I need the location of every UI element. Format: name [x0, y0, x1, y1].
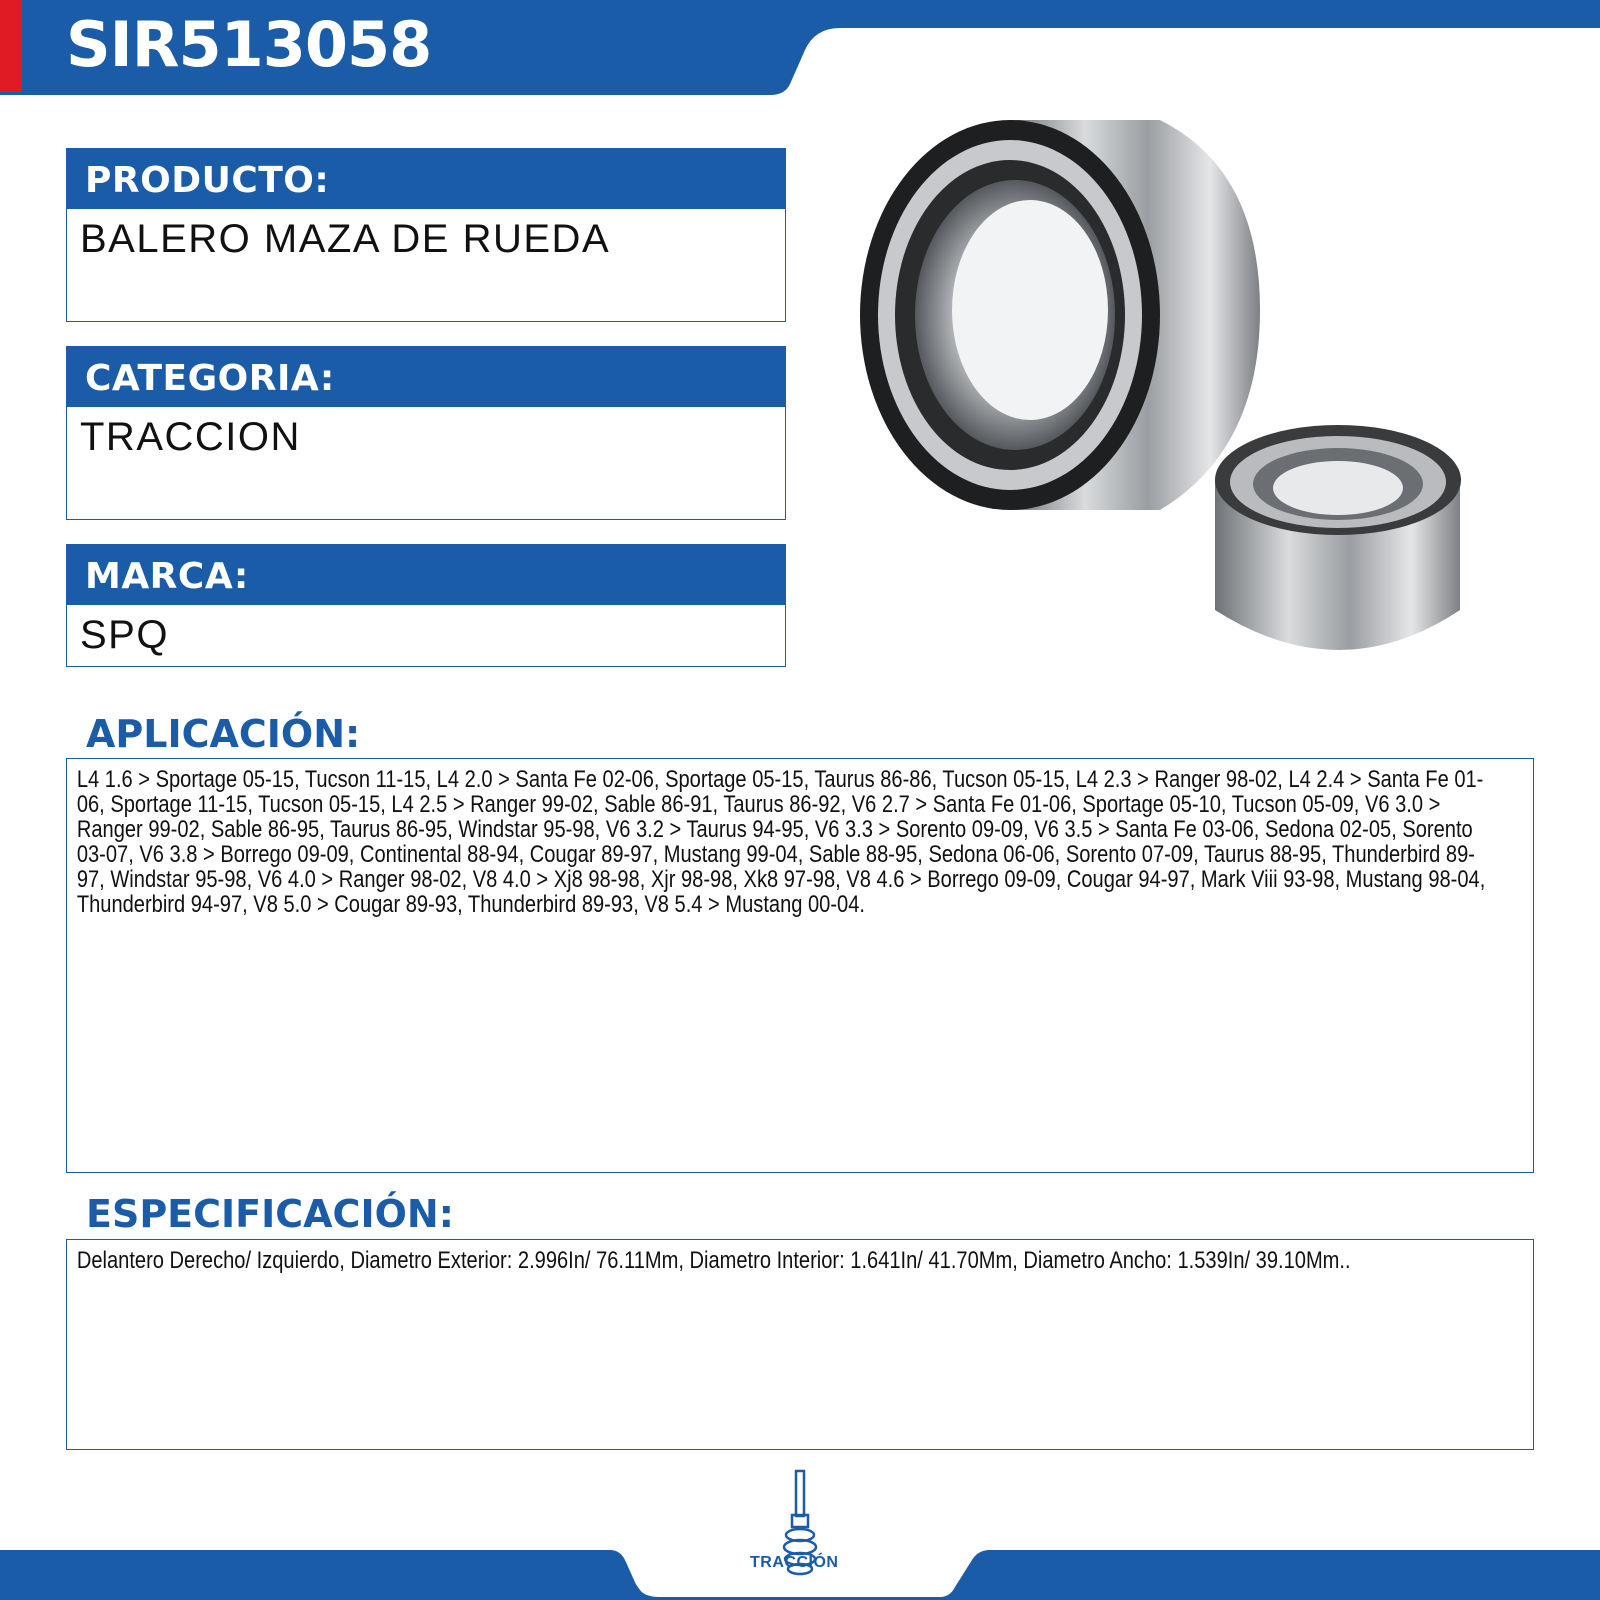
especificacion-title: ESPECIFICACIÓN: — [86, 1192, 454, 1236]
field-value: BALERO MAZA DE RUEDA — [80, 217, 611, 261]
field-value: SPQ — [80, 613, 169, 657]
aplicacion-text: L4 1.6 > Sportage 05-15, Tucson 11-15, L4 2.0 > Santa Fe 02-06, Sportage 05-15, Taurus 86-86, Tucson 05-15, L4 2.3 > Ranger 98-02, L4 2.4 > Santa Fe 01-06, Sportage 11-15, Tucson 05-15, L4 2.5 > Ranger 99-02, Sable 86-91, Taurus 86-92, V6 2.7 > Santa Fe 01-06, Sportage 05-10, Tucson 05-09, V6 3.0 > Ranger 99-02, Sable 86-95, Taurus 86-95, Windstar 95-98, V6 3.2 > Taurus 94-95, V6 3.3 > Sorento 09-09, V6 3.5 > Santa Fe 03-06, Sedona 02-05, Sorento 03-07, V6 3.8 > Borrego 09-09, Continental 88-94, Cougar 89-97, Mustang 99-04, Sable 88-95, Sedona 06-06, Sorento 07-09, Taurus 88-95, Thunderbird 89-97, Windstar 95-98, V6 4.0 > Ranger 98-02, V8 4.0 > Xj8 98-98, Xjr 98-98, Xk8 97-98, V8 4.6 > Borrego 09-09, Cougar 94-97, Mark Viii 93-98, Mustang 98-04, Thunderbird 94-97, V8 5.0 > Cougar 89-93, Thunderbird 89-93, V8 5.4 > Mustang 00-04. — [76, 766, 1486, 918]
field-label: CATEGORIA: — [67, 347, 785, 407]
especificacion-text: Delantero Derecho/ Izquierdo, Diametro Exterior: 2.996In/ 76.11Mm, Diametro Interior: 1.641In/ 41.70Mm, Diametro Ancho: 1.539In/ 39.10Mm.. — [76, 1247, 1351, 1274]
footer-banner — [0, 1465, 1600, 1600]
field-label: PRODUCTO: — [67, 149, 785, 209]
bearing-product-image — [860, 110, 1500, 690]
field-marca — [66, 544, 786, 667]
field-value: TRACCION — [80, 415, 301, 459]
aplicacion-box — [66, 758, 1534, 1173]
especificacion-box — [66, 1239, 1534, 1450]
field-label: MARCA: — [67, 545, 785, 605]
field-categoria — [66, 346, 786, 520]
footer-category-label: TRACCIÓN — [750, 1554, 839, 1571]
product-code: SIR513058 — [66, 8, 432, 81]
aplicacion-title: APLICACIÓN: — [86, 712, 361, 756]
field-producto — [66, 148, 786, 322]
